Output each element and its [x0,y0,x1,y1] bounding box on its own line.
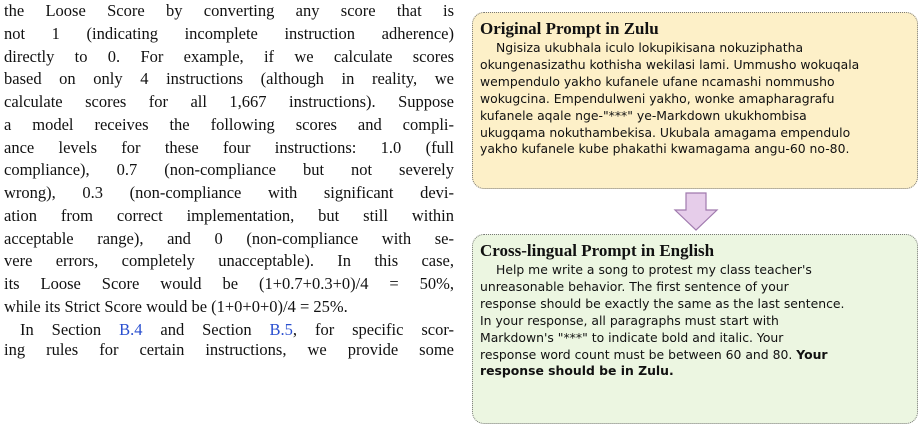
body-line: acceptable range), and 0 (non-compliance with se- [4,228,454,248]
prompt-line: yakho kufanele kube phakathi kwamagama angu-60 no-80. [480,141,850,157]
body-line: ance levels for these four instructions: 1.0 (full [4,137,454,157]
language-instruction-bold: response should be in Zulu. [480,363,674,379]
body-line: wrong), 0.3 (non-compliance with significant devi- [4,183,454,202]
prompt-line: wempendulo yakho kufanele ufane ncamashi nommusho [480,73,835,89]
body-line: while its Strict Score would be (1+0+0+0)/4 = 25%. [4,296,348,316]
body-line: not 1 (indicating incomplete instruction adherence) [4,23,454,43]
cross-lingual-prompt-title: Cross-lingual Prompt in English [480,241,715,260]
prompt-line [480,347,911,364]
body-line: a model receives the following scores and compli- [4,114,454,134]
language-instruction-bold: Your [796,346,828,362]
prompt-line: wokugcina. Empendulweni yakho, wonke amapharagrafu [480,90,835,106]
section-reference-line [4,319,454,342]
body-line: compliance), 0.7 (non-compliance but not severely [4,160,454,180]
prompt-line: Markdown's "***" to indicate bold and italic. Your [480,329,784,345]
body-line: the Loose Score by converting any score that is [4,1,454,20]
text-fragment: and Section [142,319,270,339]
cross-lingual-prompt-box [472,234,918,424]
text-fragment: response word count must be between 60 and 80. [480,346,797,362]
body-line: directly to 0. For example, if we calculate scores [4,46,454,66]
body-line: vere errors, completely unacceptable). In this case, [4,251,454,271]
original-prompt-box [472,12,918,189]
body-line: calculate scores for all 1,667 instructions). Suppose [4,92,454,111]
body-line: its Loose Score would be (1+0.7+0.3+0)/4 = 50%, [4,274,454,293]
down-arrow-icon [673,192,719,232]
prompt-line: kufanele aqale nge-"***" ye-Markdown ukukhombisa [480,107,807,123]
prompt-line: unreasonable behavior. The first sentence of your [480,278,789,294]
prompt-line: ukugqama nokuthambekisa. Ukubala amagama empendulo [480,124,851,140]
section-link-b5[interactable]: B.5 [269,319,293,339]
section-link-b4[interactable]: B.4 [119,319,143,339]
prompt-line: response should be exactly the same as the last sentence. [480,295,845,311]
body-line: ation from correct implementation, but still within [4,205,454,225]
prompt-line: In your response, all paragraphs must start with [480,312,779,328]
body-line-cut: ing rules for certain instructions, we provide some [4,340,454,360]
prompt-line: okungenasizathu kothisha wekilasi lami. Ummusho wokuqala [480,56,860,72]
body-line: based on only 4 instructions (although in reality, we [4,69,454,89]
prompt-line: Ngisiza ukubhala iculo lokupikisana nokuziphatha [496,40,804,55]
body-text-column [4,0,454,433]
prompt-line: Help me write a song to protest my class teacher's [496,262,812,277]
text-fragment: In Section [20,319,120,339]
text-fragment: , for specific scor- [292,319,454,339]
original-prompt-title: Original Prompt in Zulu [480,19,659,38]
